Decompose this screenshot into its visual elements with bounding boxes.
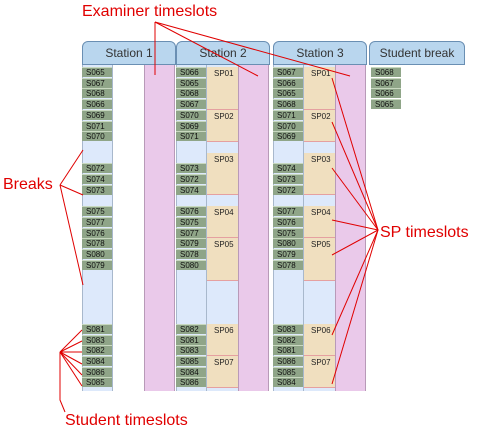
student-timeslot[interactable]: S074 — [82, 174, 112, 184]
arrow-student-2 — [60, 341, 82, 352]
arrow-break-1 — [60, 150, 83, 185]
sp-timeslot[interactable]: SP05 — [207, 238, 238, 281]
arrow-break-2 — [60, 185, 83, 195]
student-timeslot[interactable]: S077 — [82, 217, 112, 227]
student-timeslot[interactable]: S071 — [273, 110, 303, 120]
student-timeslot[interactable]: S083 — [273, 324, 303, 334]
student-timeslot[interactable]: S077 — [176, 228, 206, 238]
student-timeslots-label: Student timeslots — [65, 412, 188, 429]
student-timeslot[interactable]: S082 — [273, 335, 303, 345]
student-timeslot[interactable]: S072 — [273, 185, 303, 195]
student-timeslot[interactable]: S066 — [176, 67, 206, 77]
sp-timeslot[interactable]: SP02 — [304, 110, 335, 142]
student-timeslot[interactable]: S070 — [273, 121, 303, 131]
student-timeslot[interactable]: S071 — [176, 131, 206, 141]
student-timeslot[interactable]: S068 — [82, 88, 112, 98]
sp-timeslot[interactable]: SP07 — [207, 356, 238, 388]
station-2-examiner-column — [238, 65, 269, 391]
sp-timeslot[interactable]: SP01 — [207, 67, 238, 110]
student-timeslot[interactable]: S085 — [176, 356, 206, 366]
student-timeslot[interactable]: S082 — [82, 345, 112, 355]
student-timeslot[interactable]: S082 — [176, 324, 206, 334]
student-timeslot[interactable]: S067 — [273, 67, 303, 77]
student-timeslot[interactable]: S080 — [176, 260, 206, 270]
arrow-break-3 — [60, 185, 83, 285]
student-break-timeslot[interactable]: S068 — [371, 67, 401, 77]
student-timeslot[interactable]: S073 — [176, 163, 206, 173]
station-1-header[interactable]: Station 1 — [82, 41, 176, 65]
student-timeslot[interactable]: S072 — [176, 174, 206, 184]
sp-timeslot[interactable]: SP06 — [304, 324, 335, 356]
student-timeslot[interactable]: S065 — [176, 78, 206, 88]
student-timeslot[interactable]: S086 — [273, 356, 303, 366]
student-timeslot[interactable]: S069 — [176, 121, 206, 131]
sp-timeslot[interactable]: SP04 — [207, 206, 238, 238]
sp-timeslots-label: SP timeslots — [380, 224, 469, 241]
arrow-student-5 — [60, 352, 82, 375]
sp-timeslot[interactable]: SP05 — [304, 238, 335, 281]
student-break-header[interactable]: Student break — [369, 41, 465, 65]
student-timeslot[interactable]: S074 — [273, 163, 303, 173]
student-timeslot[interactable]: S080 — [82, 249, 112, 259]
student-timeslot[interactable]: S070 — [176, 110, 206, 120]
student-timeslot[interactable]: S081 — [273, 345, 303, 355]
student-timeslot[interactable]: S068 — [176, 88, 206, 98]
student-timeslot[interactable]: S085 — [273, 367, 303, 377]
student-timeslot[interactable]: S066 — [82, 99, 112, 109]
student-timeslot[interactable]: S066 — [273, 78, 303, 88]
student-timeslot[interactable]: S083 — [82, 335, 112, 345]
student-timeslot[interactable]: S067 — [82, 78, 112, 88]
sp-timeslot[interactable]: SP03 — [207, 153, 238, 196]
student-timeslot[interactable]: S076 — [176, 206, 206, 216]
sp-timeslot[interactable]: SP01 — [304, 67, 335, 110]
student-break-timeslot[interactable]: S065 — [371, 99, 401, 109]
student-timeslot[interactable]: S065 — [82, 67, 112, 77]
student-timeslot[interactable]: S078 — [82, 238, 112, 248]
student-timeslot[interactable]: S070 — [82, 131, 112, 141]
student-timeslot[interactable]: S074 — [176, 185, 206, 195]
student-timeslot[interactable]: S086 — [82, 367, 112, 377]
breaks-label: Breaks — [3, 176, 53, 193]
station-2-header[interactable]: Station 2 — [176, 41, 270, 65]
student-timeslot[interactable]: S072 — [82, 163, 112, 173]
student-break-timeslot[interactable]: S067 — [371, 78, 401, 88]
student-timeslot[interactable]: S068 — [273, 99, 303, 109]
student-timeslot[interactable]: S078 — [273, 260, 303, 270]
arrow-student-6 — [60, 352, 82, 386]
arrow-student-1 — [60, 330, 82, 352]
arrow-student-4 — [60, 352, 82, 364]
station-1-sp-column — [113, 65, 144, 391]
student-timeslot[interactable]: S075 — [176, 217, 206, 227]
sp-timeslot[interactable]: SP02 — [207, 110, 238, 142]
student-timeslot[interactable]: S073 — [273, 174, 303, 184]
student-timeslot[interactable]: S071 — [82, 121, 112, 131]
student-timeslot[interactable]: S065 — [273, 88, 303, 98]
student-timeslot[interactable]: S085 — [82, 377, 112, 387]
student-timeslot[interactable]: S079 — [273, 249, 303, 259]
student-timeslot[interactable]: S084 — [273, 377, 303, 387]
student-timeslot[interactable]: S075 — [273, 228, 303, 238]
student-timeslot[interactable]: S069 — [82, 110, 112, 120]
student-timeslot[interactable]: S076 — [273, 217, 303, 227]
student-timeslot[interactable]: S075 — [82, 206, 112, 216]
student-timeslot[interactable]: S079 — [82, 260, 112, 270]
student-timeslot[interactable]: S073 — [82, 185, 112, 195]
student-break-timeslot[interactable]: S066 — [371, 88, 401, 98]
student-timeslot[interactable]: S076 — [82, 228, 112, 238]
student-timeslot[interactable]: S081 — [176, 335, 206, 345]
student-timeslot[interactable]: S077 — [273, 206, 303, 216]
student-timeslot[interactable]: S086 — [176, 377, 206, 387]
student-timeslot[interactable]: S084 — [82, 356, 112, 366]
station-3-examiner-column — [335, 65, 366, 391]
student-timeslot[interactable]: S069 — [273, 131, 303, 141]
arrow-student-stem — [60, 352, 65, 412]
student-timeslot[interactable]: S079 — [176, 238, 206, 248]
sp-timeslot[interactable]: SP04 — [304, 206, 335, 238]
sp-timeslot[interactable]: SP06 — [207, 324, 238, 356]
student-timeslot[interactable]: S081 — [82, 324, 112, 334]
examiner-timeslots-label: Examiner timeslots — [82, 3, 218, 20]
student-timeslot[interactable]: S084 — [176, 367, 206, 377]
student-timeslot[interactable]: S078 — [176, 249, 206, 259]
station-3-header[interactable]: Station 3 — [273, 41, 367, 65]
sp-timeslot[interactable]: SP07 — [304, 356, 335, 388]
station-1-examiner-column — [144, 65, 175, 391]
student-timeslot[interactable]: S067 — [176, 99, 206, 109]
student-timeslot[interactable]: S080 — [273, 238, 303, 248]
sp-timeslot[interactable]: SP03 — [304, 153, 335, 196]
student-timeslot[interactable]: S083 — [176, 345, 206, 355]
